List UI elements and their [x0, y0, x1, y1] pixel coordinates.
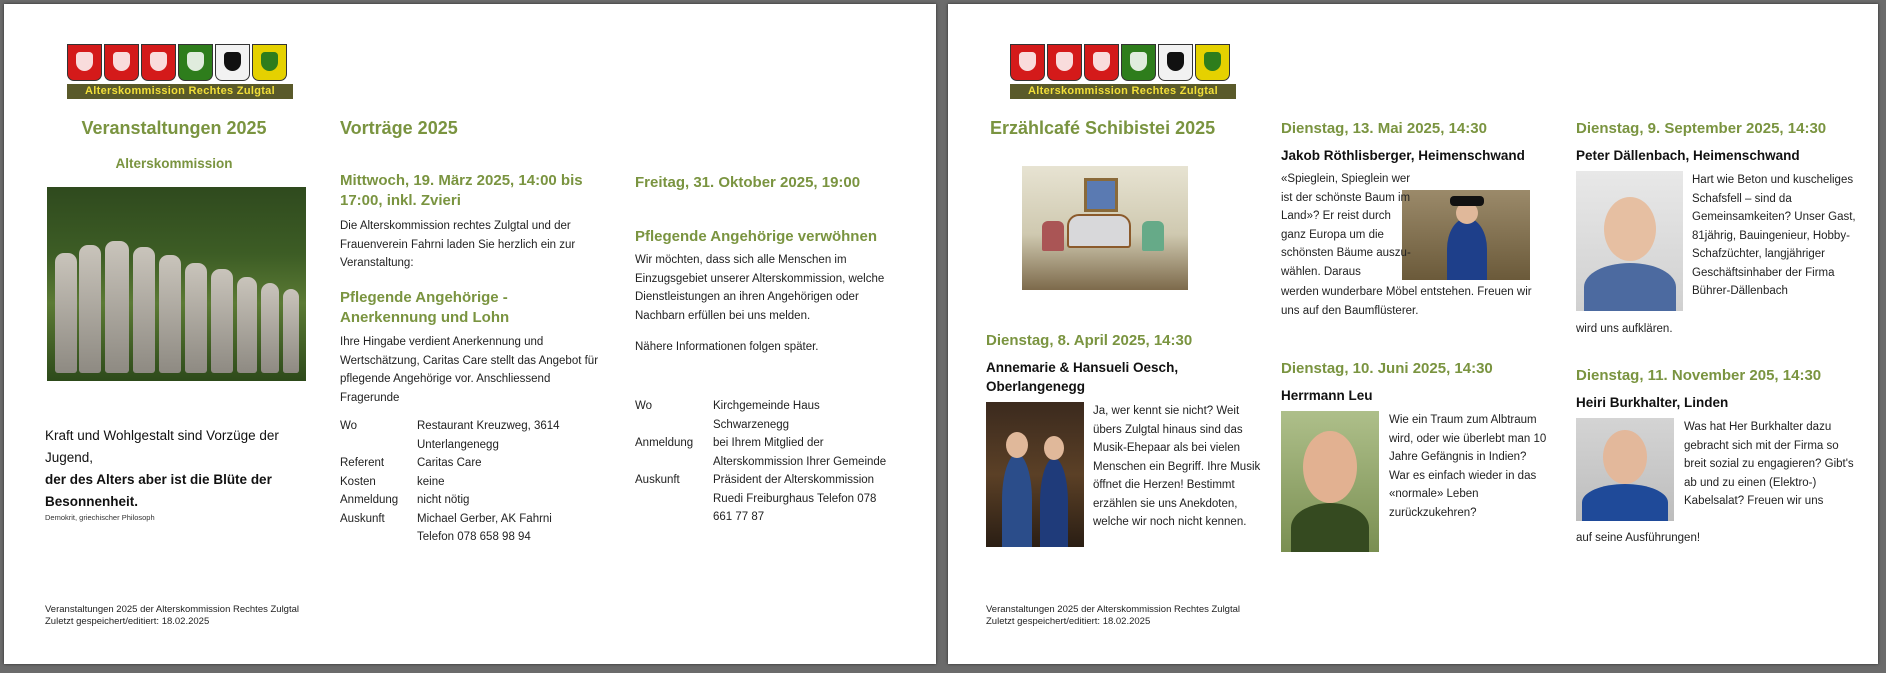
info-value: Michael Gerber, AK Fahrni Telefon 078 658 98 94 [417, 512, 552, 543]
page-subtitle: Alterskommission [115, 156, 233, 171]
info-value: Caritas Care [417, 457, 482, 469]
september-text-a: Hart wie Beton und kuscheliges Schafsfell – sind da Gemeinsamkeiten? Unser Gast, 81jährig, Bauingenieur, Hobby-Schafzüchter, langjähriger Geschäftsinhaber der Firma Bührer-Dällenbach [1692, 174, 1856, 297]
footer-line-2: Zuletzt gespeichert/editiert: 18.02.2025 [45, 616, 210, 627]
musicians-photo [986, 402, 1084, 547]
event2-info-table [635, 397, 915, 527]
may-date: Dienstag, 13. Mai 2025, 14:30 [1281, 120, 1487, 137]
text-wrap-spacer [1413, 188, 1543, 286]
crest-icon [1047, 44, 1082, 81]
info-row [340, 491, 602, 510]
crest-icon [1010, 44, 1045, 81]
info-value: Kirchgemeinde Haus Schwarzenegg [713, 400, 820, 431]
event1-info-table [340, 417, 602, 547]
crest-icon [141, 44, 176, 81]
document-page-2 [948, 4, 1878, 664]
footer [986, 604, 1240, 628]
crest-icon [104, 44, 139, 81]
info-value: nicht nötig [417, 494, 470, 506]
may-text-a [1281, 170, 1543, 286]
info-value: Restaurant Kreuzweg, 3614 Unterlangenegg [417, 420, 560, 451]
info-row [340, 417, 602, 454]
info-row [635, 397, 915, 434]
quote-author: Demokrit, griechischer Philosoph [45, 513, 155, 522]
quote-line-1: Kraft und Wohlgestalt sind Vorzüge der Jugend, [45, 428, 279, 465]
september-text-b: wird uns aufklären. [1576, 323, 1673, 335]
september-guest-name: Peter Dällenbach, Heimenschwand [1576, 148, 1800, 163]
footer-line-1: Veranstaltungen 2025 der Alterskommission Rechtes Zulgtal [45, 604, 299, 615]
june-date: Dienstag, 10. Juni 2025, 14:30 [1281, 360, 1493, 377]
crest-icon [1084, 44, 1119, 81]
may-text-a-content: «Spieglein, Spieglein wer ist der schönste Baum im Land»? Er reist durch ganz Europa um die schönsten Bäume auszu-wählen. Daraus [1281, 173, 1411, 278]
info-key: Wo [340, 420, 358, 432]
crest-icon [178, 44, 213, 81]
info-key: Auskunft [635, 474, 680, 486]
april-date: Dienstag, 8. April 2025, 14:30 [986, 332, 1193, 349]
sculptures-photo [47, 187, 306, 381]
september-date: Dienstag, 9. September 2025, 14:30 [1576, 120, 1827, 137]
info-row [340, 473, 602, 492]
municipal-crests [1010, 44, 1236, 81]
portrait-photo [1281, 411, 1379, 552]
footer [45, 604, 299, 628]
event2-title: Pflegende Angehörige verwöhnen [635, 228, 877, 245]
info-key: Anmeldung [340, 494, 399, 506]
april-guest-name: Annemarie & Hansueli Oesch, Oberlangenegg [986, 360, 1179, 394]
crest-icon [1158, 44, 1193, 81]
event2-text: Wir möchten, dass sich alle Menschen im Einzugsgebiet unserer Alterskommission, welche Dienstleistungen an ihren Angehörigen oder Nachbarn erfüllen bei uns melden. [635, 254, 885, 322]
may-text-b: werden wunderbare Möbel entstehen. Freuen wir uns auf den Baumflüsterer. [1281, 286, 1532, 317]
info-value: keine [417, 475, 445, 488]
november-guest-name: Heiri Burkhalter, Linden [1576, 395, 1729, 410]
portrait-photo [1576, 418, 1674, 521]
document-page-1 [4, 4, 936, 664]
event1-intro: Die Alterskommission rechtes Zulgtal und der Frauenverein Fahrni laden Sie herzlich ein zur Veranstaltung: [340, 220, 576, 269]
alterskommission-logo [1010, 44, 1236, 100]
info-value: bei Ihrem Mitglied der Alterskommission Ihrer Gemeinde [713, 437, 887, 468]
municipal-crests [67, 44, 293, 81]
crest-icon [252, 44, 287, 81]
info-key: Kosten [340, 475, 376, 488]
quote-line-2: der des Alters aber ist die Blüte der Besonnenheit. [45, 472, 272, 509]
portrait-photo [1576, 171, 1683, 311]
event1-text: Ihre Hingabe verdient Anerkennung und Wertschätzung, Caritas Care stellt das Angebot für pflegende Angehörige vor. Anschliessend Fragerunde [340, 336, 599, 404]
crest-icon [1121, 44, 1156, 81]
logo-band-text: Alterskommission Rechtes Zulgtal [67, 84, 293, 99]
event1-title: Pflegende Angehörige - Anerkennung und Lohn [340, 289, 510, 326]
talks-title: Vorträge 2025 [340, 118, 458, 138]
info-key: Wo [635, 400, 653, 412]
june-guest-name: Herrmann Leu [1281, 388, 1373, 403]
footer-line-1: Veranstaltungen 2025 der Alterskommission Rechtes Zulgtal [986, 604, 1240, 615]
crest-icon [67, 44, 102, 81]
june-text: Wie ein Traum zum Albtraum wird, oder wie überlebt man 10 Jahre Gefängnis in Indien? War es einfach wieder in das «normale» Leben zurückzukehren? [1389, 414, 1547, 519]
cafe-room-photo [1022, 166, 1188, 290]
info-row [340, 510, 602, 547]
info-value: Präsident der Alterskommission Ruedi Freiburghaus Telefon 078 661 77 87 [713, 474, 877, 523]
november-date: Dienstag, 11. November 205, 14:30 [1576, 367, 1822, 384]
info-row [635, 434, 915, 471]
logo-band-text: Alterskommission Rechtes Zulgtal [1010, 84, 1236, 99]
footer-line-2: Zuletzt gespeichert/editiert: 18.02.2025 [986, 616, 1151, 627]
crest-icon [1195, 44, 1230, 81]
info-key: Auskunft [340, 512, 385, 525]
info-key: Referent [340, 457, 385, 469]
alterskommission-logo [67, 44, 293, 100]
page-title: Veranstaltungen 2025 [81, 118, 267, 138]
event1-date: Mittwoch, 19. März 2025, 14:00 bis 17:00, inkl. Zvieri [340, 172, 583, 209]
event2-note: Nähere Informationen folgen später. [635, 341, 819, 353]
info-row [340, 454, 602, 473]
april-text: Ja, wer kennt sie nicht? Weit übers Zulgtal hinaus sind das Musik-Ehepaar als bei vielen Menschen ein Begriff. Ihre Musik öffnet die Herzen! Bestimmt erzählen sie uns Anekdoten, welche wir noch nicht kennen. [1093, 405, 1261, 528]
event2-date: Freitag, 31. Oktober 2025, 19:00 [635, 174, 861, 191]
page-title: Erzählcafé Schibistei 2025 [990, 118, 1216, 138]
may-guest-name: Jakob Röthlisberger, Heimenschwand [1281, 148, 1525, 163]
info-key: Anmeldung [635, 437, 694, 449]
crest-icon [215, 44, 250, 81]
info-row [635, 471, 915, 527]
november-text-a: Was hat Her Burkhalter dazu gebracht sich mit der Firma so breit sozial zu engagieren? Gibt's ab und zu einen (Elektro-) Kabelsalat? Freuen wir uns [1684, 421, 1854, 507]
november-text-b: auf seine Ausführungen! [1576, 532, 1701, 544]
